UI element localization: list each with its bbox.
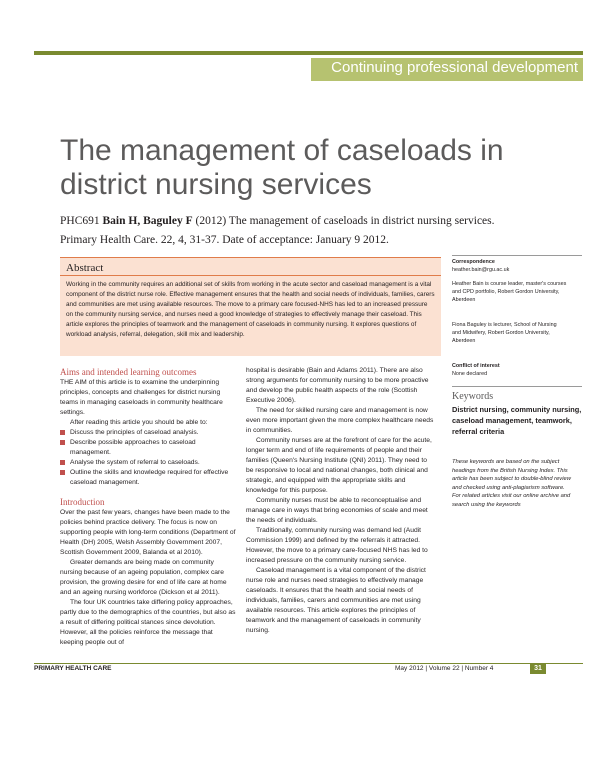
intro-paragraph: Over the past few years, changes have been made to the policies behind practice delivery. The focus is now on supporting people with long-term conditions (Department of Health (DH) 2005, Welsh Assembly Government 2007, Scottish Government 2009, Balanda et al 2010).: [60, 509, 236, 556]
abstract-box: [60, 257, 441, 356]
abstract-heading: Abstract: [66, 262, 104, 274]
correspondence-label: Correspondence: [452, 259, 495, 265]
aims-heading: Aims and intended learning outcomes: [60, 367, 197, 377]
body-paragraph: Community nurses must be able to reconceptualise and manage care in ways that bring economies of scale and meet the needs of individuals.: [246, 497, 428, 524]
list-item: Discuss the principles of caseload analysis.: [60, 428, 236, 438]
body-paragraph: Traditionally, community nursing was demand led (Audit Commission 1999) and defined by the referrals it attracted. However, the move to a primary care-focused NHS has led to increased pressure on the community nursing service.: [246, 527, 428, 564]
page-number: 31: [530, 664, 546, 674]
author-bio: Heather Bain is course leader, master's courses and CPD portfolio, Robert Gordon University, Aberdeen: [452, 281, 567, 303]
introduction-heading: Introduction: [60, 497, 105, 507]
citation-details: (2012) The management of caseloads in district nursing services. Primary Health Care. 22, 4, 31-37. Date of acceptance: January 9 2012.: [60, 215, 495, 246]
citation: [60, 212, 500, 250]
citation-authors: Bain H, Baguley F: [102, 215, 193, 227]
abstract-text: Working in the community requires an additional set of skills from working in the acute sector and caseload management is a vital component of the district nurse role. Effective management ensures that the health and social needs of individuals, families, carers and communities are met using available resources. The move to a primary care focused-NHS has led to an increased pressure on the community nursing service, and nurses need a good knowledge of strategies to effectively manage their caseload. This article explores the principles of teamwork and the management of caseloads in community nursing. It explores questions of workload analysis, referral, delegation, skill mix and leadership.: [66, 281, 435, 338]
correspondence-email: heather.bain@rgu.ac.uk: [452, 267, 510, 273]
aims-paragraph: THE AIM of this article is to examine the underpinning principles, concepts and challenges for district nursing teams in managing caseloads in community healthcare settings.: [60, 379, 223, 416]
correspondence-block: [452, 258, 582, 274]
issue-info: May 2012 | Volume 22 | Number 4: [395, 665, 494, 672]
journal-name: PRIMARY HEALTH CARE: [34, 665, 112, 672]
body-paragraph: Caseload management is a vital component of the district nurse role and nurses need strategies to effectively manage caseloads. It ensures that the health and social needs of individuals, families, carers and communities are met using available resources. This article explores the principles of teamwork and the management of caseloads in community nursing.: [246, 567, 426, 634]
list-item: Outline the skills and knowledge required for effective caseload management.: [60, 468, 236, 488]
section-title: Continuing professional development: [331, 59, 578, 76]
list-item: Analyse the system of referral to caseloads.: [60, 458, 236, 468]
conflict-value: None declared: [452, 371, 488, 377]
keywords-note: These keywords are based on the subject headings from the British Nursing Index. This article has been subject to double-blind review and checked using anti-plagiarism software. For related articles visit our online archive and search using the keywords: [452, 459, 571, 508]
column-left: [60, 366, 236, 648]
aims-intro: After reading this article you should be able to:: [70, 419, 208, 426]
sidebar-divider: [452, 386, 582, 387]
author-bio: Fiona Baguley is lecturer, School of Nursing and Midwifery, Robert Gordon University, Aberdeen: [452, 322, 557, 344]
citation-code: PHC691: [60, 215, 100, 227]
learning-outcomes-list: [60, 428, 236, 488]
intro-paragraph: Greater demands are being made on community nursing because of an ageing population, complex care provision, the growing desire for end of life care at home and an ageing nursing workforce (Dickson et al 2011).: [60, 559, 227, 596]
section-banner: [311, 58, 583, 81]
sidebar-divider: [452, 255, 582, 256]
keywords-list: District nursing, community nursing, caseload management, teamwork, referral criteria: [452, 405, 582, 436]
body-paragraph: Community nurses are at the forefront of care for the acute, longer term and end of life requirements of people and their families (Queen's Nursing Institute (QNI) 2011). They need to be responsive to local and national changes, both clinical and strategic, and equipped with the appropriate skills and knowledge for this purpose.: [246, 437, 432, 494]
body-paragraph: The need for skilled nursing care and management is now even more important given the more complex healthcare needs in communities.: [246, 407, 434, 434]
conflict-block: [452, 362, 582, 378]
abstract-divider: [60, 275, 441, 276]
footer-rule: [34, 663, 583, 664]
body-paragraph: hospital is desirable (Bain and Adams 2011). There are also strong arguments for community nursing to be more proactive and develop the public health aspects of the role (Scottish Executive 2006).: [246, 367, 429, 404]
intro-paragraph: The four UK countries take differing policy approaches, partly due to the demographics of the countries, but also as a result of differing political stances since devolution. However, all the policies reinforce the message that keeping people out of: [60, 599, 236, 646]
column-middle: [246, 366, 436, 636]
top-rule: [34, 51, 583, 55]
conflict-label: Conflict of interest: [452, 363, 500, 369]
keywords-heading: Keywords: [452, 391, 494, 402]
list-item: Describe possible approaches to caseload management.: [60, 438, 236, 458]
article-title: The management of caseloads in district nursing services: [60, 134, 504, 201]
